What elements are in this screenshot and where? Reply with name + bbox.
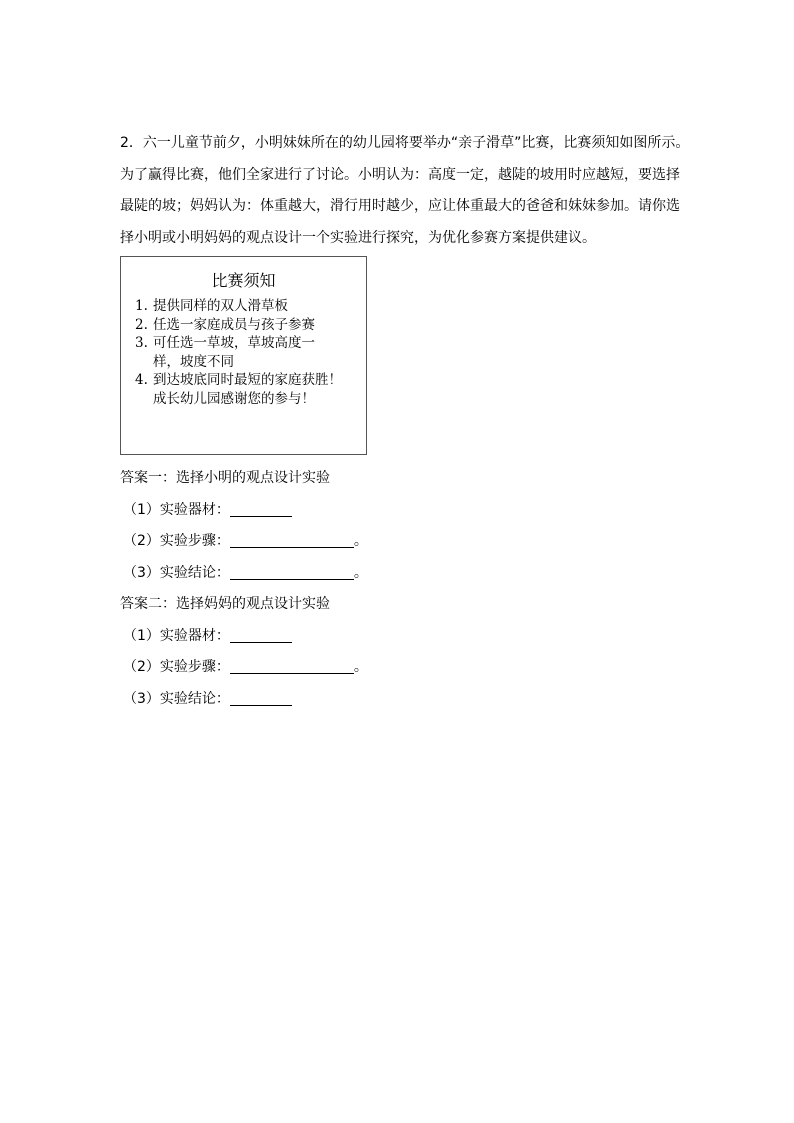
answer-one-steps bbox=[120, 526, 368, 558]
answer-blank bbox=[230, 531, 354, 548]
notice-title: 比赛须知 bbox=[211, 271, 276, 290]
answer-item-label: （2）实验步骤： bbox=[123, 533, 230, 549]
notice-item-text: 任选一家庭成员与孩子参赛 bbox=[153, 316, 315, 333]
notice-item bbox=[135, 297, 365, 316]
answer-two-heading: 答案二：选择妈妈的观点设计实验 bbox=[120, 596, 330, 612]
question-line: 最陡的坡；妈妈认为：体重越大，滑行用时越少，应让体重最大的爸爸和妹妹参加。请你选 bbox=[120, 198, 680, 214]
notice-item-text: 成长幼儿园感谢您的参与！ bbox=[153, 390, 315, 407]
question-text bbox=[120, 128, 700, 254]
answer-blank bbox=[230, 626, 292, 643]
notice-item-number: 4. bbox=[135, 372, 148, 388]
notice-item bbox=[135, 334, 365, 371]
answer-item-label: （2）实验步骤： bbox=[123, 659, 230, 675]
answer-blank bbox=[230, 500, 292, 517]
answer-one-materials bbox=[120, 495, 368, 527]
notice-item-text: 样，坡度不同 bbox=[153, 353, 234, 370]
answer-two-conclusion bbox=[120, 684, 368, 716]
answer-item-suffix: 。 bbox=[353, 659, 368, 675]
answer-one-heading: 答案一：选择小明的观点设计实验 bbox=[120, 470, 330, 486]
notice-item-number: 3. bbox=[135, 335, 148, 351]
answer-item-label: （3）实验结论： bbox=[123, 564, 230, 581]
question-line: 为了赢得比赛，他们全家进行了讨论。小明认为：高度一定，越陡的坡用时应越短，要选择 bbox=[120, 166, 680, 183]
notice-item-text: 到达坡底同时最短的家庭获胜！ bbox=[153, 372, 342, 388]
answer-blank bbox=[230, 657, 354, 674]
notice-item-text: 可任选一草坡，草坡高度一 bbox=[153, 335, 315, 351]
notice-item-number: 2. bbox=[135, 316, 148, 333]
answer-section bbox=[120, 463, 368, 715]
answer-item-suffix: 。 bbox=[353, 533, 368, 549]
notice-item-number: 1. bbox=[135, 298, 148, 314]
answer-item-label: （1）实验器材： bbox=[123, 627, 230, 644]
question-line: 择小明或小明妈妈的观点设计一个实验进行探究，为优化参赛方案提供建议。 bbox=[120, 229, 596, 246]
answer-two-materials bbox=[120, 621, 368, 653]
answer-item-suffix: 。 bbox=[353, 564, 368, 581]
answer-blank bbox=[230, 689, 292, 706]
notice-list bbox=[135, 297, 365, 408]
answer-item-label: （1）实验器材： bbox=[123, 501, 230, 518]
competition-notice-box bbox=[120, 256, 367, 455]
answer-blank bbox=[230, 563, 354, 580]
answer-one-conclusion bbox=[120, 558, 368, 590]
notice-item-text: 提供同样的双人滑草板 bbox=[153, 298, 288, 314]
question-line: 2．六一儿童节前夕，小明妹妹所在的幼儿园将要举办“亲子滑草”比赛，比赛须知如图所示。 bbox=[120, 135, 690, 151]
answer-two-steps bbox=[120, 652, 368, 684]
notice-item bbox=[135, 371, 365, 408]
notice-item bbox=[135, 316, 365, 335]
answer-item-label: （3）实验结论： bbox=[123, 690, 230, 707]
